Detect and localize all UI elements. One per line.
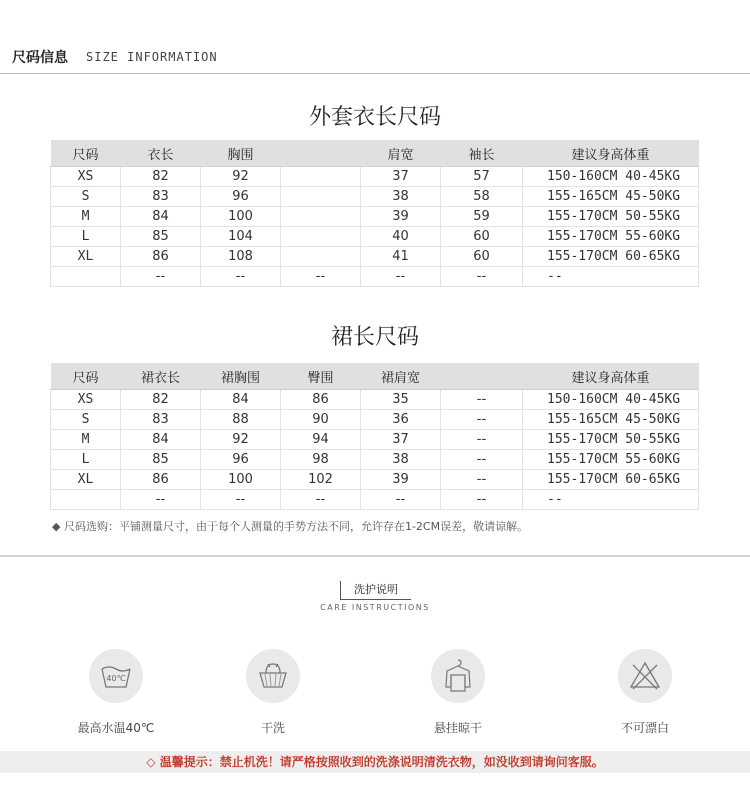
table-cell: M [51,430,121,450]
care-item-hang-dry [408,649,508,736]
table-cell: 82 [121,167,201,187]
table-cell: 38 [361,450,441,470]
table-cell: 90 [281,410,361,430]
table-cell: 41 [361,247,441,267]
table-cell: 96 [201,450,281,470]
table-cell: L [51,450,121,470]
table-cell: -- [361,490,441,510]
table-cell [281,167,361,187]
table-row [51,227,699,247]
care-label-dry-clean: 干洗 [260,721,285,735]
table-cell: 40 [361,227,441,247]
table-cell: -- [361,267,441,287]
coat-size-table [50,140,699,287]
table-cell: XL [51,247,121,267]
care-label-hang-dry: 悬挂晾干 [433,721,482,735]
table-cell: 85 [121,450,201,470]
table-cell: 86 [121,247,201,267]
skirt-col-header [441,363,523,390]
section-header [0,0,750,76]
table-cell [281,187,361,207]
table-cell: 35 [361,390,441,410]
table-cell: 150-160CM 40-45KG [523,167,699,187]
table-cell: 100 [201,207,281,227]
table-cell: 102 [281,470,361,490]
table-cell: 108 [201,247,281,267]
table-cell: 59 [441,207,523,227]
washing-basin-icon [246,649,300,703]
table-cell: 36 [361,410,441,430]
skirt-col-header: 建议身高体重 [523,363,699,390]
header-divider [0,73,750,74]
table-cell: -- [441,430,523,450]
table-cell: 82 [121,390,201,410]
table-cell: 58 [441,187,523,207]
table-cell: 39 [361,207,441,227]
table-row [51,267,699,287]
table-cell: XL [51,470,121,490]
table-cell: -- [441,390,523,410]
section-divider [0,555,750,557]
table-row [51,187,699,207]
table-cell: -- [201,490,281,510]
table-cell: 96 [201,187,281,207]
table-cell: 38 [361,187,441,207]
skirt-size-table [50,363,699,510]
skirt-col-header: 裙胸围 [201,363,281,390]
care-item-temperature [66,649,166,736]
table-cell [281,227,361,247]
care-label-temperature: 最高水温40℃ [77,721,155,735]
table-cell: -- [201,267,281,287]
table-cell: 155-170CM 55-60KG [523,227,699,247]
skirt-size-title: 裙长尺码 [330,325,419,350]
table-cell: S [51,187,121,207]
table-cell: 88 [201,410,281,430]
skirt-col-header: 裙衣长 [121,363,201,390]
table-cell: -- [441,490,523,510]
care-item-dry-clean [223,649,323,736]
table-cell: 100 [201,470,281,490]
table-row [51,470,699,490]
table-cell: -- [441,470,523,490]
table-cell: 60 [441,227,523,247]
care-label-no-bleach: 不可漂白 [620,721,669,735]
table-cell: 155-170CM 50-55KG [523,430,699,450]
table-cell: -- [523,267,699,287]
table-cell: -- [281,267,361,287]
table-row [51,167,699,187]
table-cell: 155-170CM 50-55KG [523,207,699,227]
temperature-40-icon [89,649,143,703]
table-cell: 104 [201,227,281,247]
table-cell: 83 [121,187,201,207]
temperature-badge: 40℃ [106,674,126,683]
table-cell: 39 [361,470,441,490]
table-cell: 84 [121,430,201,450]
table-cell: 37 [361,167,441,187]
coat-col-header: 袖长 [441,140,523,167]
table-row [51,430,699,450]
table-cell: 92 [201,167,281,187]
table-cell: L [51,227,121,247]
skirt-col-header: 尺码 [51,363,121,390]
size-note: ◆ 尺码选购：平铺测量尺寸，由于每个人测量的手势方法不同，允许存在1-2CM误差，敬请谅解。 [52,520,529,533]
table-cell: 155-170CM 60-65KG [523,470,699,490]
care-item-no-bleach [595,649,695,736]
table-cell [281,247,361,267]
coat-col-header [281,140,361,167]
table-cell: -- [281,490,361,510]
table-cell: 155-165CM 45-50KG [523,410,699,430]
table-cell: S [51,410,121,430]
table-row [51,207,699,227]
table-cell: 155-170CM 60-65KG [523,247,699,267]
skirt-table-body [51,390,699,510]
table-cell: 86 [281,390,361,410]
skirt-col-header: 裙肩宽 [361,363,441,390]
coat-col-header: 衣长 [121,140,201,167]
table-row [51,450,699,470]
skirt-col-header: 臀围 [281,363,361,390]
table-row [51,247,699,267]
no-bleach-icon [618,649,672,703]
table-cell: XS [51,167,121,187]
table-cell: 92 [201,430,281,450]
coat-col-header: 建议身高体重 [523,140,699,167]
skirt-header-row [51,363,699,390]
table-cell: -- [441,450,523,470]
table-cell [51,267,121,287]
header-title-cn: 尺码信息 [12,50,68,66]
table-cell: -- [441,410,523,430]
table-cell: 98 [281,450,361,470]
header-title-en: SIZE INFORMATION [86,50,218,64]
table-cell: 84 [121,207,201,227]
table-cell: 94 [281,430,361,450]
table-row [51,410,699,430]
table-cell: -- [523,490,699,510]
table-cell: -- [121,490,201,510]
table-cell [281,207,361,227]
table-cell: 155-170CM 55-60KG [523,450,699,470]
table-cell: -- [121,267,201,287]
hang-dry-icon [431,649,485,703]
table-cell: 86 [121,470,201,490]
table-row [51,490,699,510]
coat-col-header: 尺码 [51,140,121,167]
table-cell: M [51,207,121,227]
care-title-cn: 洗护说明 [340,581,411,600]
coat-col-header: 胸围 [201,140,281,167]
coat-col-header: 肩宽 [361,140,441,167]
table-cell: XS [51,390,121,410]
table-cell: 155-165CM 45-50KG [523,187,699,207]
table-cell [51,490,121,510]
table-cell: 37 [361,430,441,450]
table-cell: 60 [441,247,523,267]
warning-banner: ◇ 温馨提示：禁止机洗！请严格按照收到的洗涤说明清洗衣物，如没收到请询问客服。 [0,751,750,773]
coat-size-title: 外套衣长尺码 [308,105,441,130]
table-cell: 57 [441,167,523,187]
table-cell: -- [441,267,523,287]
table-cell: 83 [121,410,201,430]
table-row [51,390,699,410]
table-cell: 150-160CM 40-45KG [523,390,699,410]
table-cell: 85 [121,227,201,247]
care-title-en: CARE INSTRUCTIONS [320,603,430,612]
table-cell: 84 [201,390,281,410]
coat-table-body [51,167,699,287]
coat-header-row [51,140,699,167]
